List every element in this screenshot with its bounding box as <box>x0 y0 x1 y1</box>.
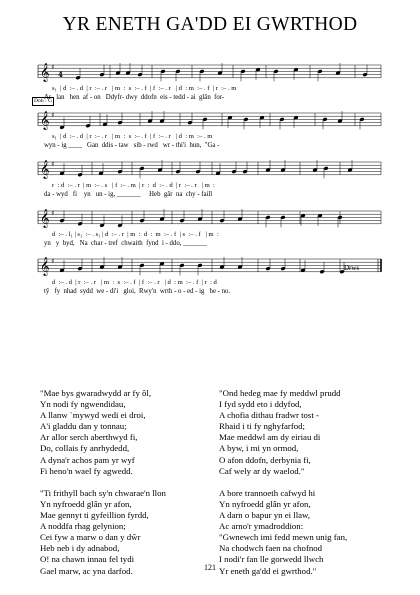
lyric-line: Ar lan hen af - on Ddyfr- dwy ddofn eis - tedd - ai glân for- <box>44 94 225 101</box>
treble-clef-icon: 𝄞 <box>40 256 50 276</box>
verse-3: "Ond hedeg mae fy meddwl prudd I fyd sydd eto i ddyfod, A chofia dithau fradwr tost - Rhaid i ti fy nghyfarfod; Mae meddwl am dy eiriau di A byw, i mi yn ormod, O afon ddofn, derbynia fi, Caf wely ar dy waelod." <box>219 388 341 476</box>
verse-1: "Mae bys gwaradwydd ar fy ôl, Yn nodi fy ngwendidau, A llanw `mywyd wedi ei droi, A'i gladdu dan y tonnau; Ar allor serch aberthwyd fi, Do, collais fy anrhydedd, A dyna'r achos pam yr wyf Fi heno'n wael fy agwedd. <box>40 388 152 476</box>
verse-2: "Ti frithyll bach sy'n chwarae'n llon Yn nyfroedd glân yr afon, Mae gennyt ti gyfeillion fyrdd, A noddfa rhag gelynion; Cei fyw a marw o dan y dŵr Heb neb i dy adnabod, O! na chawn innau fel tydi Gael marw, ac yna darfod. <box>40 487 166 576</box>
treble-clef-icon: 𝄞 <box>40 159 50 179</box>
drws-label: Drws <box>344 264 360 272</box>
sharp-icon: ♯ <box>51 257 55 266</box>
solfa-line: d :– . d | r :– . r | m : s :– . f | f :– . r | d : m :– . f | r : d <box>52 279 217 286</box>
solfa-line: r : d :– . r | m :– . s | f :– . m | r : d :– . d | r :– . r | m : <box>52 182 215 189</box>
sharp-icon: ♯ <box>51 111 55 120</box>
time-signature: 4 <box>58 70 63 79</box>
verses-right-column <box>219 388 347 588</box>
treble-clef-icon: 𝄞 <box>40 208 50 228</box>
key-label: Doh : G <box>34 98 53 104</box>
verses-left-column <box>40 388 166 588</box>
treble-clef-icon: 𝄞 <box>40 62 50 82</box>
solfa-line: d :– . l₁ | s₁ :– . s₁ | d :– . r | m : d : m :– . f | s :– . f | m : <box>52 231 219 238</box>
sharp-icon: ♯ <box>51 160 55 169</box>
treble-clef-icon: 𝄞 <box>40 110 50 130</box>
solfa-line: s₁ | d :– . d | r :– . r | m : s :– . f | f :– . r | d : m :– . m <box>52 133 213 140</box>
lyric-line: da - wyd fi yn un - ig, _______ Heb gâr na chy - faill <box>44 191 213 198</box>
sharp-icon: ♯ <box>51 63 55 72</box>
lyric-line: wyn - ig ____ Gan ddis - taw sib - rwd wr - thi'i hun, "Ga - <box>44 142 220 149</box>
lyric-line: tŷ fy nhad sydd we - di'i gloi, Rwy'n wrth - o - ed - ig he - no. <box>44 288 231 295</box>
page-number: 121 <box>204 563 216 572</box>
lyric-line: yn y byd, Na char - tref chwaith fynd i - ddo, _______ <box>44 240 207 247</box>
song-title: YR ENETH GA'DD EI GWRTHOD <box>62 14 358 35</box>
sharp-icon: ♯ <box>51 209 55 218</box>
solfa-line: s₁ | d :– . d | r :– . r | m : s :– . f | f :– . r | d : m :– . f | r :– . m <box>52 85 237 92</box>
verse-4: A bore trannoeth cafwyd hi Yn nyfroedd glân yr afon, A darn o bapur yn ei llaw, Ac arno'r ymadroddion: "Gwnewch imi fedd mewn unig fan, Na chodwch faen na chofnod I nodi'r fan lle gorwedd llwch Yr eneth ga'dd ei gwrthod." <box>219 487 348 576</box>
